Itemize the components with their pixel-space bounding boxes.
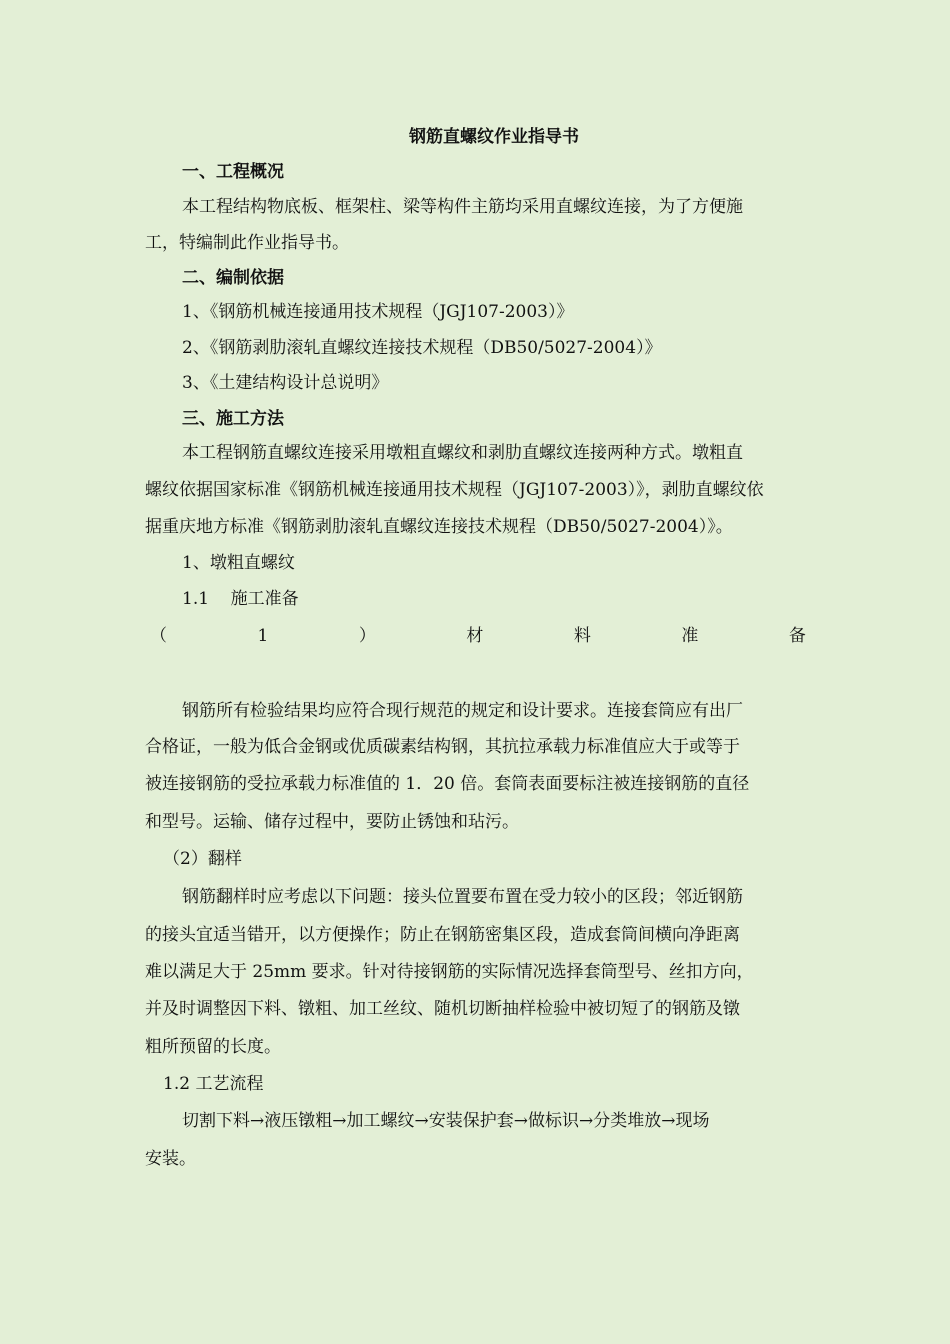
paragraph-line: 被连接钢筋的受拉承载力标准值的 1．20 倍。套筒表面要标注被连接钢筋的直径 — [145, 774, 750, 794]
paragraph-line: 的接头宜适当错开，以方便操作；防止在钢筋密集区段，造成套筒间横向净距离 — [145, 925, 740, 945]
paragraph-line: 合格证，一般为低合金钢或优质碳素结构钢，其抗拉承载力标准值应大于或等于 — [145, 737, 740, 757]
materials-char: 备 — [788, 626, 806, 646]
paragraph-line: 和型号。运输、储存过程中，要防止锈蚀和玷污。 — [145, 812, 519, 832]
process-flow-line: 安装。 — [145, 1149, 196, 1169]
paragraph-line: 钢筋所有检验结果均应符合现行规范的规定和设计要求。连接套筒应有出厂 — [182, 701, 743, 721]
paragraph-line: 本工程钢筋直螺纹连接采用墩粗直螺纹和剥肋直螺纹连接两种方式。墩粗直 — [182, 443, 743, 463]
materials-char: 准 — [681, 626, 699, 646]
subheading-preparation: 1.1 施工准备 — [182, 589, 299, 609]
materials-char: 料 — [573, 626, 591, 646]
section-heading-overview: 一、工程概况 — [182, 162, 284, 182]
paragraph-line: 粗所预留的长度。 — [145, 1037, 281, 1057]
basis-item-1: 1、《钢筋机械连接通用技术规程（JGJ107-2003）》 — [182, 302, 574, 322]
section-heading-basis: 二、编制依据 — [182, 268, 284, 288]
basis-item-2: 2、《钢筋剥肋滚轧直螺纹连接技术规程（DB50/5027-2004）》 — [182, 338, 662, 358]
paragraph-line: 螺纹依据国家标准《钢筋机械连接通用技术规程（JGJ107-2003）》，剥肋直螺纹依 — [145, 480, 764, 500]
materials-char: 材 — [466, 626, 484, 646]
materials-char: ） — [358, 626, 376, 646]
subheading-layout: （2）翻样 — [163, 849, 242, 869]
subheading-upset-thread: 1、墩粗直螺纹 — [182, 553, 295, 573]
process-flow-line: 切割下料→液压镦粗→加工螺纹→安装保护套→做标识→分类堆放→现场 — [182, 1111, 710, 1131]
paragraph-line: 并及时调整因下料、镦粗、加工丝纹、随机切断抽样检验中被切短了的钢筋及镦 — [145, 999, 740, 1019]
paragraph-line: 钢筋翻样时应考虑以下问题：接头位置要布置在受力较小的区段；邻近钢筋 — [182, 887, 743, 907]
paragraph-line: 工，特编制此作业指导书。 — [145, 233, 349, 253]
paragraph-line: 本工程结构物底板、框架柱、梁等构件主筋均采用直螺纹连接，为了方便施 — [182, 197, 743, 217]
paragraph-line: 据重庆地方标准《钢筋剥肋滚轧直螺纹连接技术规程（DB50/5027-2004）》。 — [145, 517, 733, 537]
subheading-process-flow: 1.2 工艺流程 — [163, 1074, 264, 1094]
section-heading-method: 三、施工方法 — [182, 409, 284, 429]
materials-heading-row — [150, 625, 806, 647]
materials-char: （ — [150, 626, 167, 646]
document-title: 钢筋直螺纹作业指导书 — [409, 127, 579, 147]
paragraph-line: 难以满足大于 25mm 要求。针对待接钢筋的实际情况选择套筒型号、丝扣方向， — [145, 962, 754, 982]
basis-item-3: 3、《土建结构设计总说明》 — [182, 373, 389, 393]
materials-char: 1 — [257, 626, 269, 646]
